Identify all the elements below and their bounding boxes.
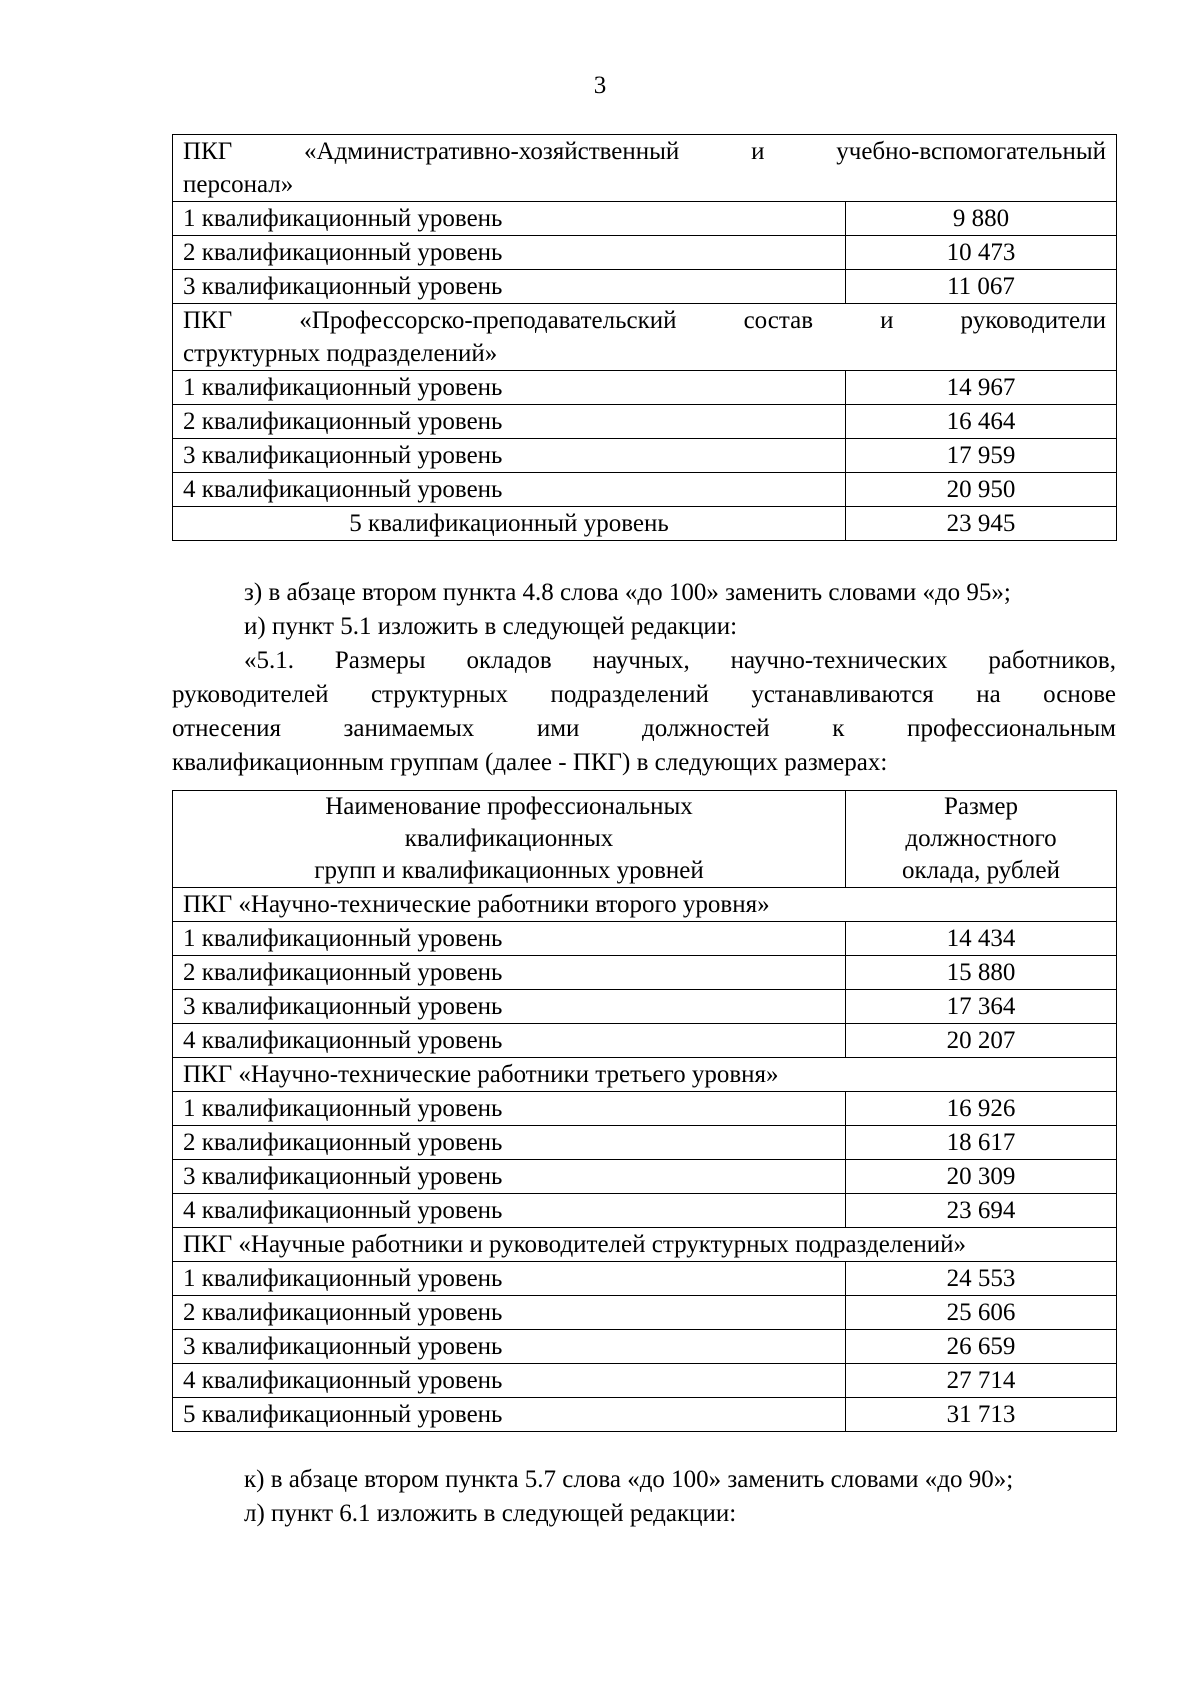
table-row — [173, 439, 1117, 473]
salary-value: 15 880 — [846, 956, 1117, 990]
level-label: 1 квалификационный уровень — [173, 371, 846, 405]
salary-value: 14 967 — [846, 371, 1117, 405]
table-row — [173, 922, 1117, 956]
level-label: 4 квалификационный уровень — [173, 473, 846, 507]
paragraph-line: отнесения занимаемых ими должностей к профессиональным — [172, 715, 1116, 742]
salary-value: 23 694 — [846, 1194, 1117, 1228]
header-line: должностного — [905, 825, 1057, 852]
table-row — [173, 1092, 1117, 1126]
column-header-salary — [846, 791, 1117, 888]
salary-table-2 — [172, 790, 1117, 1432]
salary-value: 16 926 — [846, 1092, 1117, 1126]
level-label: 2 квалификационный уровень — [173, 956, 846, 990]
group-title: ПКГ «Научно-технические работники второго уровня» — [173, 888, 1117, 922]
level-label: 3 квалификационный уровень — [173, 270, 846, 304]
level-label: 2 квалификационный уровень — [173, 236, 846, 270]
group-title — [173, 304, 1117, 371]
level-label: 4 квалификационный уровень — [173, 1194, 846, 1228]
table-group-header — [173, 888, 1117, 922]
salary-value: 20 207 — [846, 1024, 1117, 1058]
salary-value: 27 714 — [846, 1364, 1117, 1398]
paragraph-5-1 — [172, 644, 1116, 780]
group-title-line: ПКГ «Административно-хозяйственный и учебно-вспомогательный — [183, 138, 1106, 165]
level-label: 3 квалификационный уровень — [173, 990, 846, 1024]
header-line: Размер — [944, 793, 1018, 820]
salary-value: 17 959 — [846, 439, 1117, 473]
table-row — [173, 1126, 1117, 1160]
level-label: 4 квалификационный уровень — [173, 1364, 846, 1398]
level-label: 3 квалификационный уровень — [173, 1330, 846, 1364]
paragraph-line: «5.1. Размеры окладов научных, научно-технических работников, — [244, 647, 1116, 674]
table-row — [173, 405, 1117, 439]
table-group-header — [173, 1058, 1117, 1092]
table-group-header — [173, 1228, 1117, 1262]
salary-value: 24 553 — [846, 1262, 1117, 1296]
salary-value: 10 473 — [846, 236, 1117, 270]
level-label: 2 квалификационный уровень — [173, 1296, 846, 1330]
salary-value: 11 067 — [846, 270, 1117, 304]
salary-value: 26 659 — [846, 1330, 1117, 1364]
salary-value: 20 309 — [846, 1160, 1117, 1194]
table-row — [173, 1160, 1117, 1194]
group-title: ПКГ «Научные работники и руководителей структурных подразделений» — [173, 1228, 1117, 1262]
group-title — [173, 135, 1117, 202]
header-line: групп и квалификационных уровней — [314, 857, 704, 884]
column-header-name — [173, 791, 846, 888]
table-row — [173, 371, 1117, 405]
salary-value: 23 945 — [846, 507, 1117, 541]
paragraph-l: л) пункт 6.1 изложить в следующей редакции: — [244, 1500, 737, 1527]
table-row — [173, 236, 1117, 270]
table-header-row — [173, 791, 1117, 888]
paragraph-line: квалификационным группам (далее - ПКГ) в следующих размерах: — [172, 749, 888, 776]
group-title-line: персонал» — [183, 171, 294, 198]
table-group-header — [173, 304, 1117, 371]
level-label: 5 квалификационный уровень — [173, 1398, 846, 1432]
group-title: ПКГ «Научно-технические работники третьего уровня» — [173, 1058, 1117, 1092]
salary-value: 18 617 — [846, 1126, 1117, 1160]
level-label: 1 квалификационный уровень — [173, 1092, 846, 1126]
paragraph-i: и) пункт 5.1 изложить в следующей редакции: — [244, 613, 738, 640]
table-row — [173, 1262, 1117, 1296]
level-label: 3 квалификационный уровень — [173, 439, 846, 473]
paragraph-k: к) в абзаце втором пункта 5.7 слова «до 100» заменить словами «до 90»; — [244, 1466, 1014, 1493]
table-row — [173, 270, 1117, 304]
level-label: 3 квалификационный уровень — [173, 1160, 846, 1194]
salary-value: 14 434 — [846, 922, 1117, 956]
salary-table-1 — [172, 134, 1117, 541]
header-line: квалификационных — [404, 825, 614, 852]
table-row — [173, 1364, 1117, 1398]
table-row — [173, 1398, 1117, 1432]
group-title-line: структурных подразделений» — [183, 340, 498, 367]
salary-value: 20 950 — [846, 473, 1117, 507]
level-label: 1 квалификационный уровень — [173, 922, 846, 956]
table-row — [173, 1194, 1117, 1228]
table-row — [173, 1330, 1117, 1364]
group-title-line: ПКГ «Профессорско-преподавательский состав и руководители — [183, 307, 1106, 334]
paragraph-z: з) в абзаце втором пункта 4.8 слова «до 100» заменить словами «до 95»; — [244, 579, 1011, 606]
table-row — [173, 990, 1117, 1024]
level-label: 1 квалификационный уровень — [173, 1262, 846, 1296]
level-label: 2 квалификационный уровень — [173, 1126, 846, 1160]
salary-value: 16 464 — [846, 405, 1117, 439]
table-row — [173, 1024, 1117, 1058]
paragraph-line: руководителей структурных подразделений устанавливаются на основе — [172, 681, 1116, 708]
table-row — [173, 1296, 1117, 1330]
salary-value: 31 713 — [846, 1398, 1117, 1432]
header-line: оклада, рублей — [902, 857, 1060, 884]
table-row — [173, 473, 1117, 507]
level-label: 1 квалификационный уровень — [173, 202, 846, 236]
header-line: Наименование профессиональных — [325, 793, 693, 820]
salary-value: 17 364 — [846, 990, 1117, 1024]
table-row — [173, 507, 1117, 541]
table-row — [173, 202, 1117, 236]
page-number: 3 — [593, 72, 607, 99]
table-row — [173, 956, 1117, 990]
salary-value: 9 880 — [846, 202, 1117, 236]
salary-value: 25 606 — [846, 1296, 1117, 1330]
level-label: 5 квалификационный уровень — [173, 507, 846, 541]
level-label: 2 квалификационный уровень — [173, 405, 846, 439]
table-group-header — [173, 135, 1117, 202]
level-label: 4 квалификационный уровень — [173, 1024, 846, 1058]
